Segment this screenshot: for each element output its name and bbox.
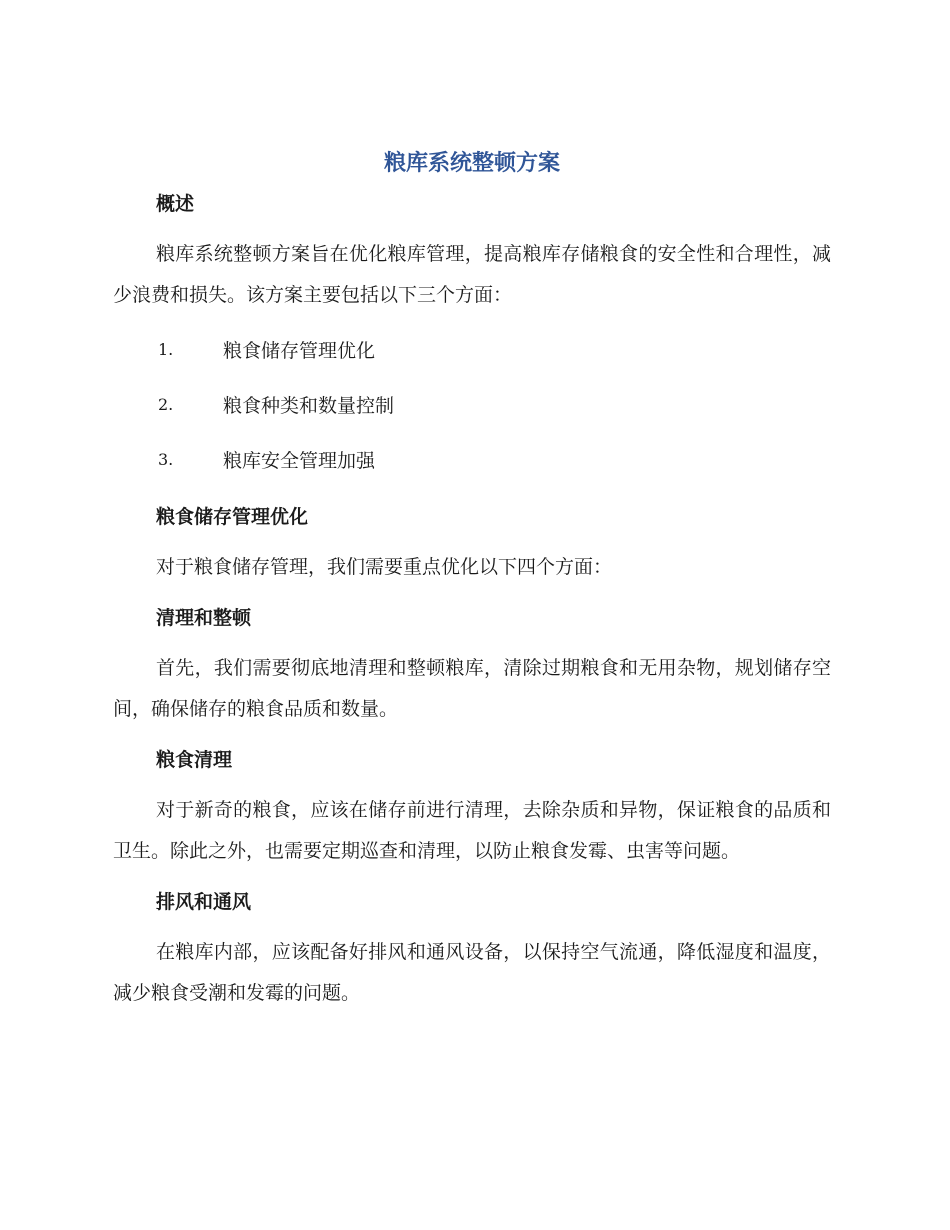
list-item (113, 322, 831, 377)
page-title: 粮库系统整顿方案 (383, 151, 560, 176)
list-item-number: 2. (158, 395, 174, 414)
spacer (113, 918, 831, 932)
list-item-number: 1. (158, 340, 174, 359)
list-item (113, 377, 831, 432)
spacer (113, 220, 831, 234)
ventilation-heading: 排风和通风 (156, 891, 252, 913)
cleanup-paragraph: 首先，我们需要彻底地清理和整顿粮库，清除过期粮食和无用杂物，规划储存空间，确保储存的粮食品质和数量。 (113, 657, 831, 720)
list-item-text: 粮库安全管理加强 (223, 450, 376, 472)
spacer (113, 634, 831, 648)
overview-heading: 概述 (156, 193, 195, 215)
cleanup-heading: 清理和整顿 (156, 607, 252, 629)
document-body (113, 146, 831, 1014)
grain-cleaning-heading: 粮食清理 (156, 749, 233, 771)
spacer (113, 533, 831, 547)
storage-heading: 粮食储存管理优化 (156, 506, 309, 528)
spacer (113, 872, 831, 886)
ventilation-paragraph: 在粮库内部，应该配备好排风和通风设备，以保持空气流通，降低湿度和温度，减少粮食受潮和发霉的问题。 (113, 941, 831, 1004)
grain-cleaning-paragraph: 对于新奇的粮食，应该在储存前进行清理，去除杂质和异物，保证粮食的品质和卫生。除此之外，也需要定期巡查和清理，以防止粮食发霉、虫害等问题。 (113, 799, 831, 862)
list-item-text: 粮食储存管理优化 (223, 340, 376, 362)
overview-paragraph: 粮库系统整顿方案旨在优化粮库管理，提高粮库存储粮食的安全性和合理性，减少浪费和损失。该方案主要包括以下三个方面： (113, 243, 831, 306)
list-item-number: 3. (158, 450, 174, 469)
storage-paragraph: 对于粮食储存管理，我们需要重点优化以下四个方面： (156, 556, 613, 578)
spacer (113, 776, 831, 790)
spacer (113, 588, 831, 602)
spacer (113, 730, 831, 744)
list-item (113, 432, 831, 487)
list-item-text: 粮食种类和数量控制 (223, 395, 395, 417)
spacer (113, 487, 831, 501)
overview-list (113, 322, 831, 487)
